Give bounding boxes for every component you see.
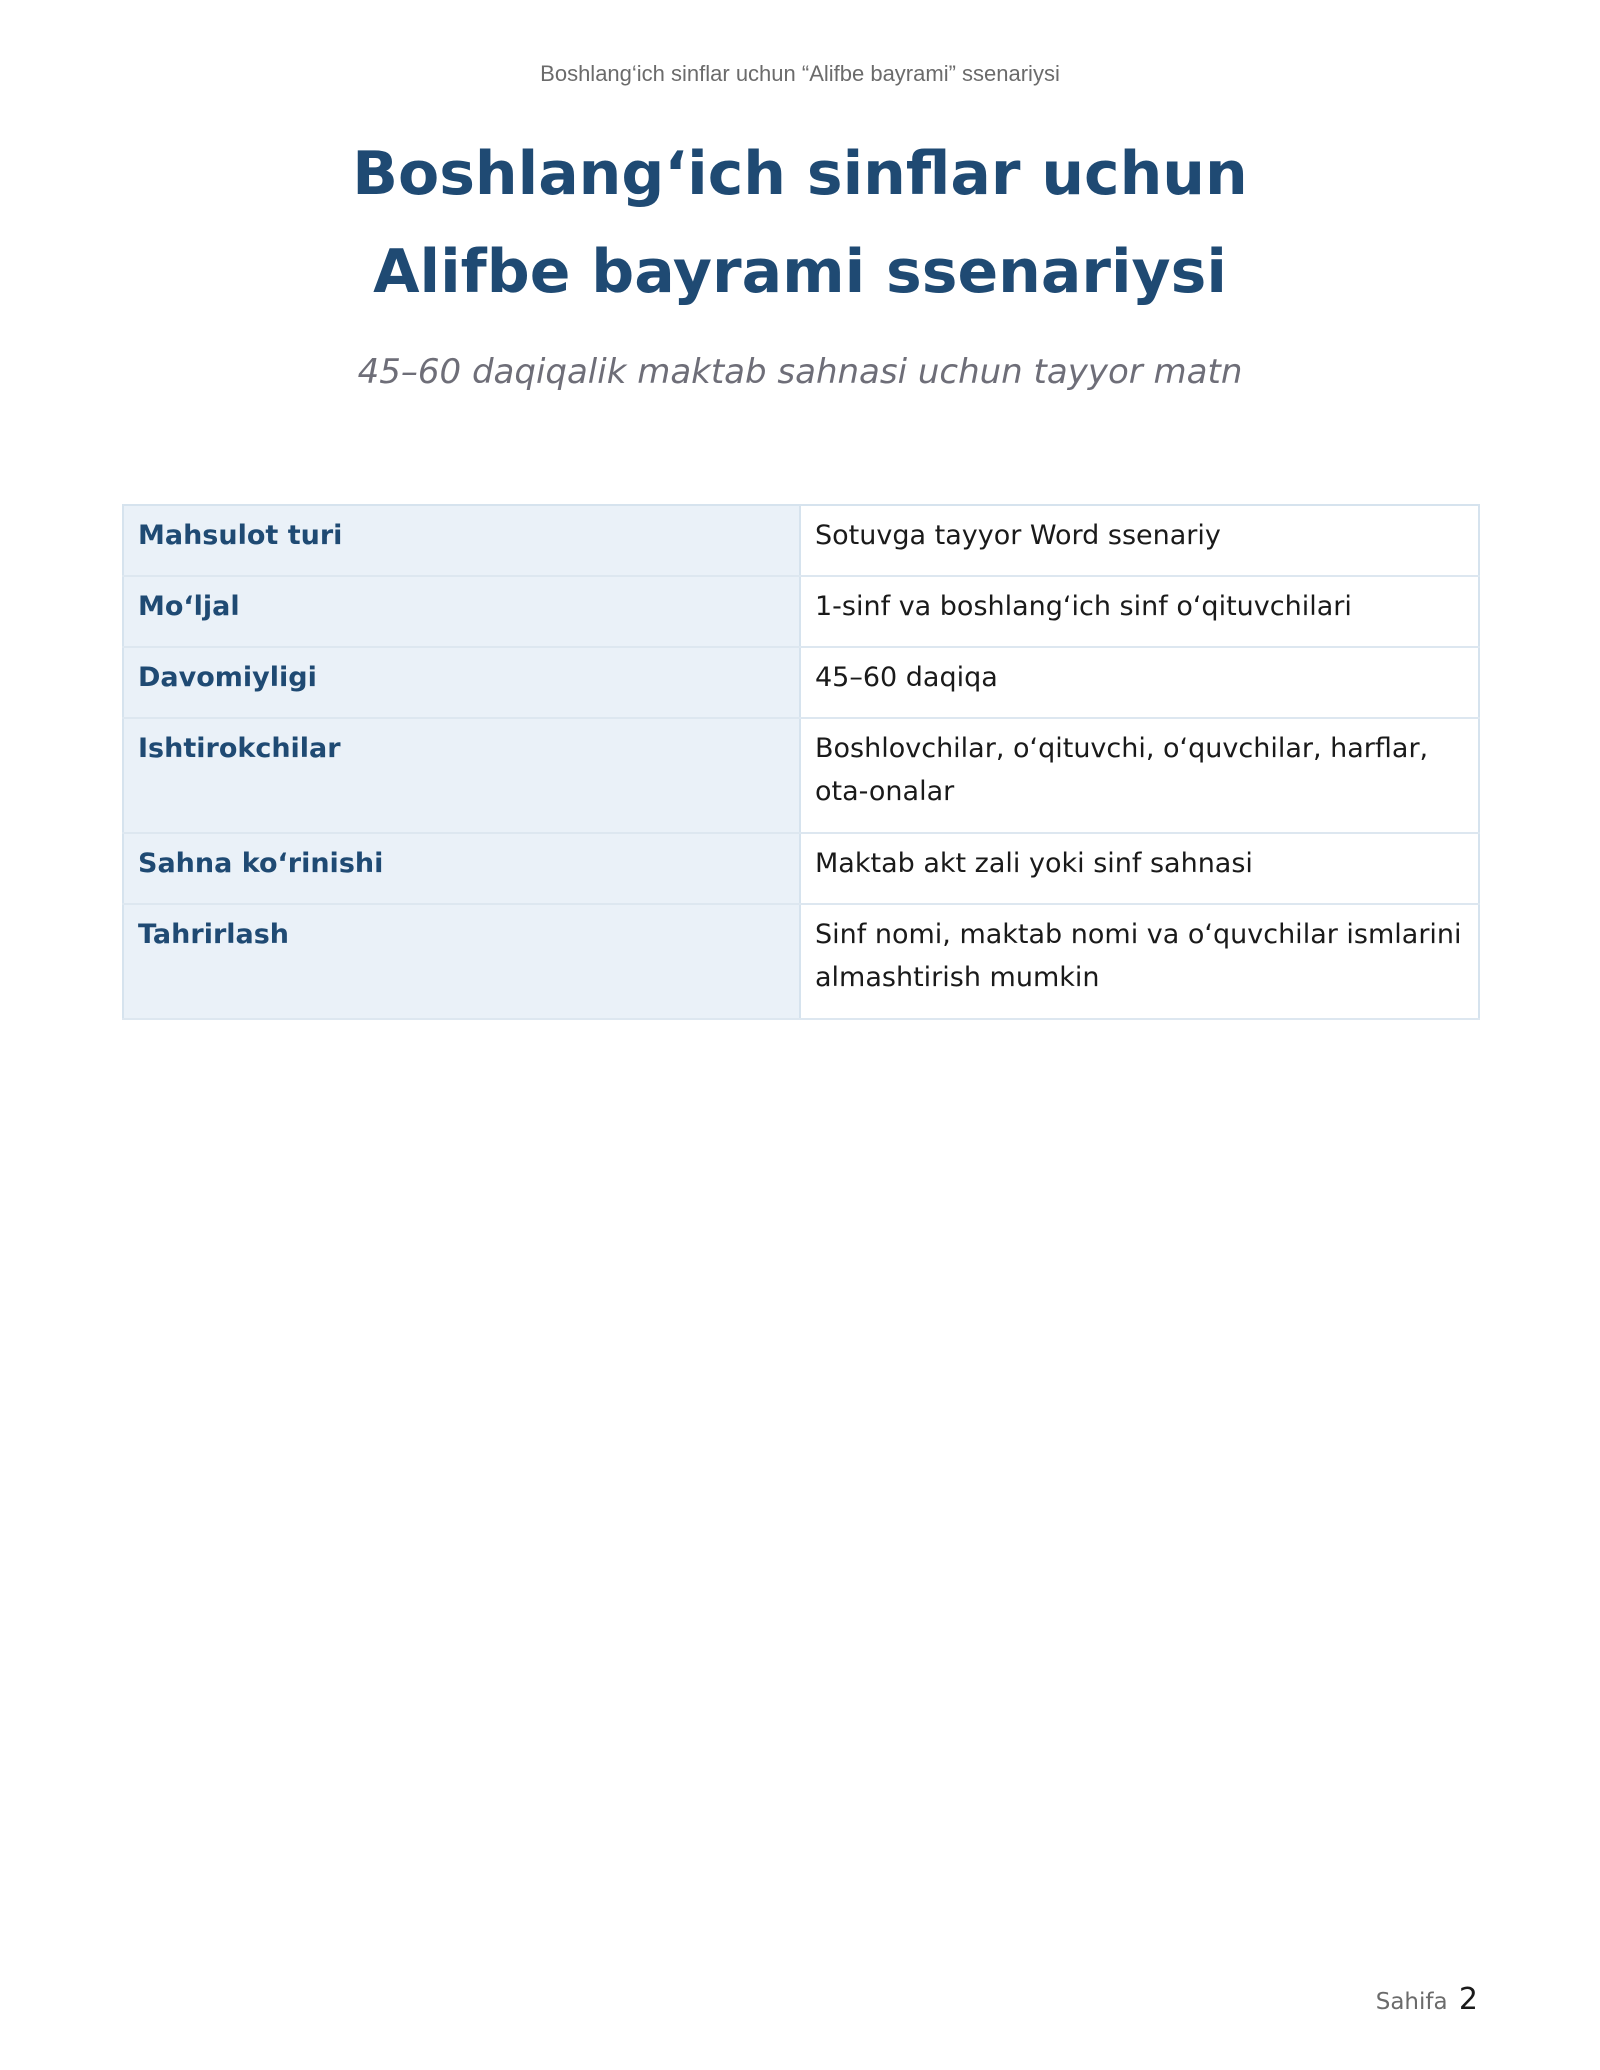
document-title [0, 125, 1600, 321]
row-value: Sotuvga tayyor Word ssenariy [800, 505, 1479, 576]
document-subtitle: 45–60 daqiqalik maktab sahnasi uchun tayyor matn [357, 352, 1243, 392]
row-value: 1-sinf va boshlang‘ich sinf o‘qituvchilari [800, 576, 1479, 647]
row-label: Ishtirokchilar [123, 718, 800, 833]
table-row [123, 505, 1479, 576]
row-value: 45–60 daqiqa [800, 647, 1479, 718]
document-title-line-1: Boshlang‘ich sinflar uchun [352, 139, 1248, 209]
row-value: Maktab akt zali yoki sinf sahnasi [800, 833, 1479, 904]
row-label: Mo‘ljal [123, 576, 800, 647]
running-header: Boshlang‘ich sinflar uchun “Alifbe bayrami” ssenariysi [540, 61, 1060, 86]
document-title-line-2: Alifbe bayrami ssenariysi [373, 237, 1227, 307]
table-row [123, 833, 1479, 904]
row-value: Boshlovchilar, o‘qituvchi, o‘quvchilar, harflar, ota-onalar [800, 718, 1479, 833]
product-info-table [122, 504, 1480, 1020]
page-number-value: 2 [1458, 1982, 1478, 2017]
page-label: Sahifa [1375, 1989, 1448, 2015]
table-row [123, 576, 1479, 647]
row-label: Sahna ko‘rinishi [123, 833, 800, 904]
table-row [123, 718, 1479, 833]
row-value: Sinf nomi, maktab nomi va o‘quvchilar ismlarini almashtirish mumkin [800, 904, 1479, 1019]
row-label: Davomiyligi [123, 647, 800, 718]
page-number [1376, 1982, 1478, 2017]
row-label: Tahrirlash [123, 904, 800, 1019]
table-row [123, 647, 1479, 718]
table-row [123, 904, 1479, 1019]
row-label: Mahsulot turi [123, 505, 800, 576]
